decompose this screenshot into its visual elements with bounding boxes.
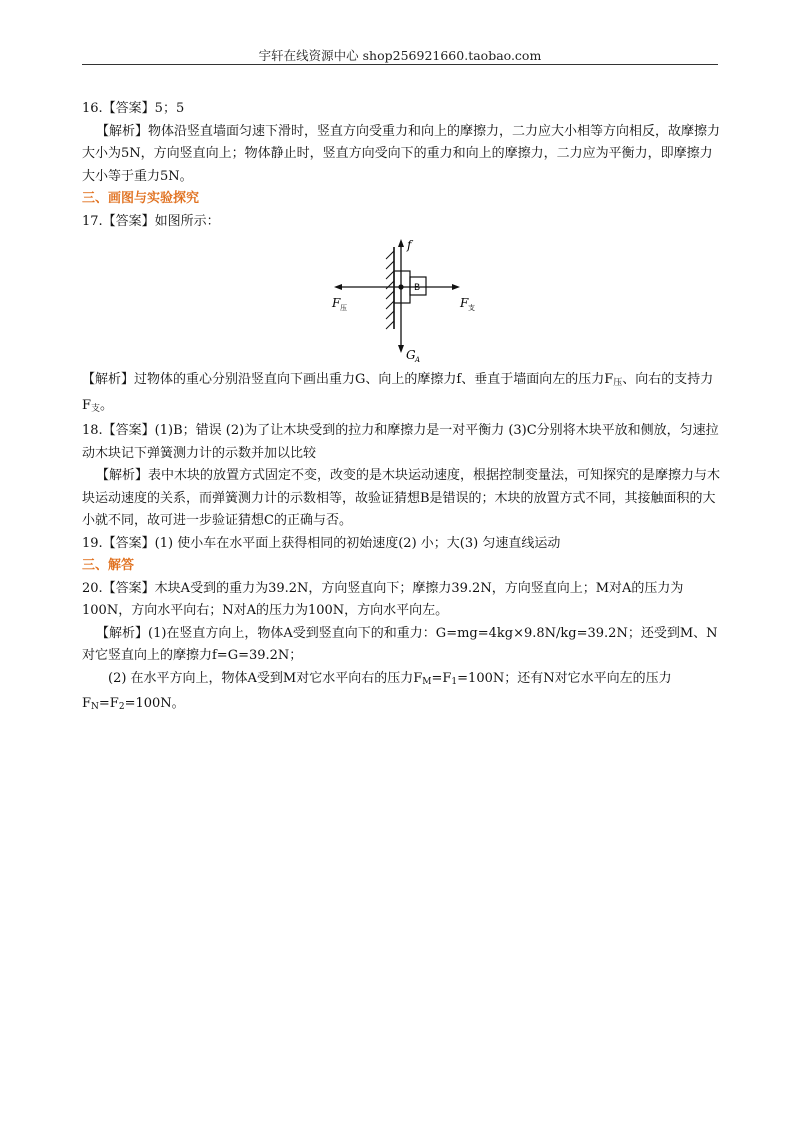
q20-answer: 20.【答案】木块A受到的重力为39.2N，方向竖直向下；摩擦力39.2N，方向竖直向上；M对A的压力为100N，方向水平向右；N对A的压力为100N，方向水平向左。 <box>82 580 684 618</box>
gravity-arrowhead <box>398 345 404 353</box>
document-body <box>82 98 722 719</box>
support-arrowhead <box>452 284 460 290</box>
label-g-sub: A <box>415 356 421 364</box>
label-f: f <box>407 238 412 252</box>
friction-arrowhead <box>398 239 404 247</box>
label-f-press-sub: 压 <box>340 304 347 312</box>
q16-answer: 16.【答案】5；5 <box>82 101 185 116</box>
force-diagram-container <box>82 233 722 369</box>
block-b-label: B <box>414 283 421 293</box>
label-f-support-sub: 支 <box>468 304 475 312</box>
wall-hatching <box>386 251 394 329</box>
label-g: G <box>406 348 416 362</box>
q17-answer: 17.【答案】如图所示： <box>82 213 220 229</box>
pressure-arrowhead <box>334 284 342 290</box>
label-f-support: F <box>460 296 469 310</box>
label-f-press: F <box>332 296 341 310</box>
q18-analysis: 【解析】表中木块的放置方式固定不变，改变的是木块运动速度，根据控制变量法，可知探究的是摩擦力与木块运动速度的关系，而弹簧测力计的示数相等，故验证猜想B是错误的；木块的放置方式不同，其接触面积的大小就不同，故可进一步验证猜想C的正确与否。 <box>82 468 721 528</box>
q18-answer: 18.【答案】(1)B；错误 (2)为了让木块受到的拉力和摩擦力是一对平衡力 (3)C分别将木块平放和侧放，匀速拉动木块记下弹簧测力计的示数并加以比较 <box>82 423 719 461</box>
center-of-gravity-dot <box>398 284 403 289</box>
q17-analysis: 【解析】过物体的重心分别沿竖直向下画出重力G、向上的摩擦力f、垂直于墙面向左的压力$F_压$、向右的支持力$F_支$。 <box>82 372 714 414</box>
q20-analysis-part2: (2) 在水平方向上，物体A受到M对它水平向右的压力$F_M=F_1=100N$；还有N对它水平向左的压力$F_N=F_2=100N$。 <box>82 670 672 712</box>
page-header: 宇轩在线资源中心 shop256921660.taobao.com <box>258 48 542 63</box>
q16-analysis: 【解析】物体沿竖直墙面匀速下滑时，竖直方向受重力和向上的摩擦力，二力应大小相等方向相反，故摩擦力大小为5N，方向竖直向上；物体静止时，竖直方向受向下的重力和向上的摩擦力，二力应为平衡力，即摩擦力大小等于重力5N。 <box>82 123 721 184</box>
section-heading-solutions: 三、解答 <box>82 558 135 573</box>
q20-analysis-part1: 【解析】(1)在竖直方向上，物体A受到竖直向下的和重力：G=mg=4kg×9.8N/kg=39.2N；还受到M、N对它竖直向上的摩擦力f=G=39.2N； <box>82 625 718 663</box>
section-heading-drawing: 三、画图与实验探究 <box>82 191 200 206</box>
q19-answer: 19.【答案】(1) 使小车在水平面上获得相同的初始速度(2) 小；大(3) 匀速直线运动 <box>82 535 561 551</box>
header-divider <box>82 64 718 65</box>
force-diagram <box>328 237 498 365</box>
